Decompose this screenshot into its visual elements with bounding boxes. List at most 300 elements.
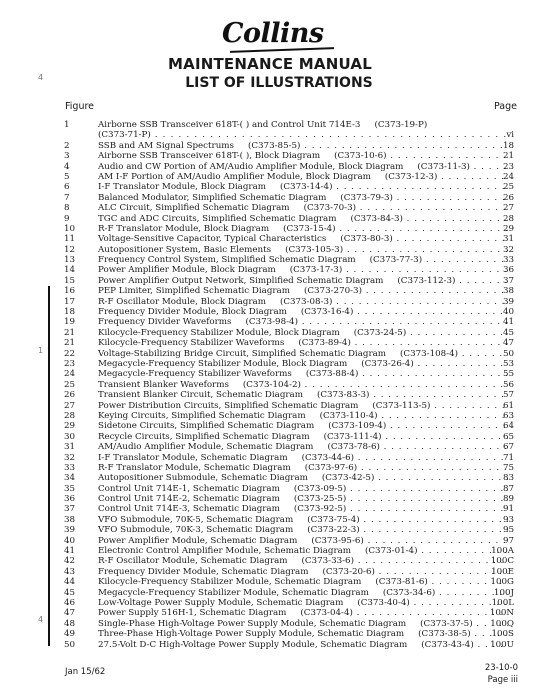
figure-title-text: Megacycle-Frequency Stabilizer Module, Schematic Diagram — [98, 587, 369, 598]
figure-number: 42 — [64, 556, 76, 567]
figure-title — [98, 369, 508, 379]
figure-number: 43 — [64, 566, 76, 577]
figure-title-text: Kilocycle-Frequency Stabilizer Module, Block Diagram — [98, 327, 340, 338]
figure-title-text: VFO Submodule, 70K-3, Schematic Diagram — [98, 525, 294, 536]
list-title: LIST OF ILLUSTRATIONS — [185, 75, 373, 91]
list-item — [0, 515, 540, 525]
figure-title-text: Sidetone Circuits, Simplified Schematic Diagram — [98, 421, 315, 432]
page-number: 26 — [502, 192, 514, 203]
figure-title-text: R-F Oscillator Module, Block Diagram — [98, 296, 266, 307]
figure-number: 49 — [64, 629, 76, 640]
figure-title — [98, 484, 508, 494]
footer-page-info — [485, 662, 518, 686]
page-number: 63 — [502, 410, 514, 421]
list-item — [0, 141, 540, 151]
list-item — [0, 162, 540, 172]
list-item — [0, 546, 540, 556]
figure-number: 9 — [64, 213, 70, 224]
page-number: 91 — [502, 504, 514, 515]
figure-code: (C373-15-4) — [283, 223, 336, 234]
list-item — [0, 172, 540, 182]
figure-title — [98, 162, 508, 172]
figure-title-text: Autopositioner Submodule, Schematic Diagram — [98, 473, 308, 484]
figure-number: 25 — [64, 379, 76, 390]
figure-title-text: Single-Phase High-Voltage Power Supply Module, Schematic Diagram — [98, 618, 407, 629]
figure-code: (C373-113-5) — [372, 400, 431, 411]
margin-mark: 4 — [38, 73, 44, 82]
list-item — [0, 276, 540, 286]
page-number: 100C — [490, 556, 514, 567]
figure-code: (C373-75-4) — [307, 514, 360, 525]
figure-title-text: ALC Circuit, Simplified Schematic Diagram — [98, 203, 290, 214]
figure-code: (C373-14-4) — [280, 182, 333, 193]
figure-title-text: I-F Translator Module, Schematic Diagram — [98, 452, 288, 463]
figure-code: (C373-84-3) — [350, 213, 403, 224]
list-item — [0, 224, 540, 234]
figure-title-text: Voltage-Sensitive Capacitor, Typical Characteristics — [98, 234, 327, 245]
list-item — [0, 525, 540, 535]
figure-title — [98, 619, 508, 629]
figure-code: (C373-80-3) — [340, 234, 393, 245]
list-item — [0, 608, 540, 618]
figure-code: (C373-109-4) — [328, 421, 387, 432]
figure-code: (C373-79-3) — [340, 192, 393, 203]
list-item — [0, 588, 540, 598]
figure-title-text: Frequency Divider Module, Schematic Diagram — [98, 566, 309, 577]
figure-number: 30 — [64, 431, 76, 442]
figure-code: (C373-04-4) — [300, 608, 353, 619]
list-item — [0, 536, 540, 546]
page-number: 95 — [502, 525, 514, 536]
figure-title-text: Power Amplifier Module, Block Diagram — [98, 265, 276, 276]
figure-code: (C373-38-5) — [418, 629, 471, 640]
page-number: 38 — [502, 286, 514, 297]
figure-title — [98, 494, 508, 504]
figure-title-text: PEP Limiter, Simplified Schematic Diagram — [98, 286, 290, 297]
figure-number: 22 — [64, 348, 76, 359]
page-number: 18 — [502, 140, 514, 151]
figure-code: (C373-97-6) — [304, 462, 358, 473]
figure-title-text: Frequency Divider Module, Block Diagram — [98, 307, 287, 318]
figure-title — [98, 421, 508, 431]
figure-title-text: Airborne SSB Transceiver 618T-( ), Block Diagram — [98, 151, 321, 162]
page-number: 57 — [502, 390, 514, 401]
figure-code: (C373-08-3) — [279, 296, 333, 307]
figure-code: (C373-95-6) — [311, 535, 364, 546]
page-number: 97 — [502, 535, 514, 546]
figure-code: (C373-44-6) — [301, 452, 355, 463]
manual-title: MAINTENANCE MANUAL — [168, 55, 372, 73]
figure-code: (C373-26-4) — [361, 358, 414, 369]
figure-number: 18 — [64, 307, 76, 318]
page-number: 100S — [491, 629, 514, 640]
list-item — [0, 369, 540, 379]
figure-title — [98, 577, 508, 587]
page-number: 93 — [502, 514, 514, 525]
page-number: 65 — [502, 431, 514, 442]
list-item — [0, 380, 540, 390]
page-number: 39 — [502, 296, 514, 307]
figure-title — [98, 255, 508, 265]
figure-number: 14 — [64, 265, 76, 276]
list-item — [0, 265, 540, 275]
footer-doc-number: 23-10-0 — [484, 663, 518, 673]
figure-number: 36 — [64, 494, 76, 505]
figure-title-text: Power Supply 516H-1, Schematic Diagram — [98, 608, 287, 619]
figure-title-text: Low-Voltage Power Supply Module, Schematic Diagram — [98, 597, 344, 608]
page-number: 40 — [502, 307, 514, 318]
figure-title — [98, 297, 508, 307]
figure-title-text: Transient Blanker Waveforms — [98, 379, 229, 390]
figure-title — [98, 536, 508, 546]
figure-number: 13 — [64, 255, 76, 266]
figure-title — [98, 629, 508, 639]
figure-number: 34 — [64, 473, 76, 484]
list-item — [0, 401, 540, 411]
figure-code: (C373-16-4) — [300, 307, 354, 318]
figure-column-header: Figure — [65, 101, 95, 112]
figure-code: (C373-92-5) — [293, 504, 347, 515]
figure-title — [98, 286, 508, 296]
figure-title — [98, 203, 508, 213]
figure-number: 28 — [64, 410, 76, 421]
figure-code: (C373-111-4) — [323, 431, 382, 442]
figure-number: 10 — [64, 223, 76, 234]
figure-code: (C373-19-P) — [374, 120, 428, 130]
list-item — [0, 255, 540, 265]
figure-title-text: Keying Circuits, Simplified Schematic Diagram — [98, 410, 306, 421]
figure-title-text: Balanced Modulator, Simplified Schematic Diagram — [98, 192, 327, 203]
page-number: 61 — [502, 400, 514, 411]
page-number: 21 — [502, 151, 514, 162]
figure-code: (C373-85-5) — [247, 140, 301, 151]
figure-title-text: Audio and CW Portion of AM/Audio Amplifier Module, Block Diagram — [98, 161, 404, 172]
page-number: 27 — [502, 203, 514, 214]
page-number: 56 — [502, 379, 514, 390]
figure-title-text: Power Amplifier Output Network, Simplified Schematic Diagram — [98, 275, 384, 286]
collins-logo: Collins — [222, 18, 324, 49]
figure-number: 4 — [64, 161, 70, 172]
figure-number: 29 — [64, 421, 76, 432]
figure-number: 33 — [64, 462, 76, 473]
figure-title-text: Electronic Control Amplifier Module, Schematic Diagram — [98, 546, 352, 557]
list-item — [0, 504, 540, 514]
figure-number: 16 — [64, 286, 76, 297]
figure-title-text: Transient Blanker Circuit, Schematic Diagram — [98, 390, 303, 401]
figure-title-text: Recycle Circuits, Simplified Schematic Diagram — [98, 431, 310, 442]
page-number: 32 — [502, 244, 514, 255]
figure-number: 6 — [64, 182, 70, 193]
page-number: 67 — [502, 442, 514, 453]
figure-title — [98, 224, 508, 234]
figure-title — [98, 214, 508, 224]
list-item — [0, 203, 540, 213]
figure-title-text: 27.5-Volt D-C High-Voltage Power Supply Module, Schematic Diagram — [98, 639, 408, 650]
figure-title-text: Kilocycle-Frequency Stabilizer Module, Schematic Diagram — [98, 577, 362, 588]
figure-title-text: AM/Audio Amplifier Module, Schematic Diagram — [98, 442, 314, 453]
figure-title-text: Three-Phase High-Voltage Power Supply Module, Schematic Diagram — [98, 629, 405, 640]
list-item — [0, 473, 540, 483]
list-item — [0, 328, 540, 338]
figure-number: 21 — [64, 338, 76, 349]
page-number: 89 — [502, 494, 514, 505]
figure-title-text: R-F Translator Module, Block Diagram — [98, 223, 270, 234]
list-item — [0, 629, 540, 639]
figure-code: (C373-78-6) — [327, 442, 380, 453]
page-number: 41 — [502, 317, 514, 328]
list-item — [0, 567, 540, 577]
figure-code: (C373-108-4) — [400, 348, 459, 359]
figure-title — [98, 276, 508, 286]
figure-code: (C373-83-3) — [316, 390, 370, 401]
list-item — [0, 640, 540, 650]
figure-number: 24 — [64, 369, 76, 380]
figure-title-text: Megacycle-Frequency Stabilizer Module, Block Diagram — [98, 358, 348, 369]
figure-title — [98, 307, 508, 317]
page-number: 100N — [489, 608, 514, 619]
page-number: 87 — [502, 483, 514, 494]
figure-number: 39 — [64, 525, 76, 536]
figure-title — [98, 640, 508, 650]
page-number: 100L — [491, 597, 514, 608]
list-item — [0, 307, 540, 317]
page-number: 75 — [502, 462, 514, 473]
figure-number: 50 — [64, 639, 76, 650]
figure-title — [98, 442, 508, 452]
figure-title — [98, 598, 508, 608]
figure-title-text: Megacycle-Frequency Stabilizer Waveforms — [98, 369, 292, 380]
figure-title — [98, 317, 508, 327]
list-item — [0, 598, 540, 608]
list-item — [0, 245, 540, 255]
figure-number: 38 — [64, 514, 76, 525]
figure-title — [98, 504, 508, 514]
figure-code: (C373-40-4) — [357, 597, 410, 608]
figure-title — [98, 463, 508, 473]
figure-code: (C373-22-3) — [307, 525, 360, 536]
list-item — [0, 182, 540, 192]
figure-title-text: Control Unit 714E-1, Schematic Diagram — [98, 483, 280, 494]
list-item — [0, 214, 540, 224]
page-number: 23 — [502, 161, 514, 172]
figure-code: (C373-11-3) — [417, 161, 470, 172]
figure-title — [98, 401, 508, 411]
figure-number: 12 — [64, 244, 76, 255]
figure-number: 47 — [64, 608, 76, 619]
figure-title — [98, 338, 508, 348]
figure-title — [98, 390, 508, 400]
figure-title-text: VFO Submodule, 70K-5, Schematic Diagram — [98, 514, 294, 525]
figure-number: 37 — [64, 504, 76, 515]
figure-code: (C373-25-5) — [293, 494, 347, 505]
figure-title — [98, 141, 508, 151]
figure-number: 23 — [64, 358, 76, 369]
figure-code: (C373-110-4) — [319, 410, 378, 421]
figure-code: (C373-01-4) — [365, 546, 418, 557]
list-item — [0, 453, 540, 463]
figure-title-text: R-F Oscillator Module, Schematic Diagram — [98, 556, 288, 567]
page-number: 37 — [502, 275, 514, 286]
figure-title — [98, 359, 508, 369]
list-item — [0, 421, 540, 431]
figure-code: (C373-09-5) — [293, 483, 347, 494]
figure-title-text: TGC and ADC Circuits, Simplified Schematic Diagram — [98, 213, 337, 224]
page-number: 83 — [502, 473, 514, 484]
page-number: 100J — [493, 587, 514, 598]
figure-title-text: AM I-F Portion of AM/Audio Amplifier Module, Block Diagram — [98, 171, 371, 182]
figure-title-text: Frequency Divider Waveforms — [98, 317, 232, 328]
figure-code: (C373-81-6) — [375, 577, 428, 588]
list-item — [0, 463, 540, 473]
page-number: 47 — [502, 338, 514, 349]
page-number: 31 — [502, 234, 514, 245]
figure-title — [98, 546, 508, 556]
list-item — [0, 234, 540, 244]
list-item — [0, 619, 540, 629]
figure-code: (C373-89-4) — [298, 338, 351, 349]
figure-title — [98, 193, 508, 203]
page-number: 55 — [502, 369, 514, 380]
page-number: 45 — [502, 327, 514, 338]
figure-number: 27 — [64, 400, 76, 411]
list-item — [0, 286, 540, 296]
figure-number: 44 — [64, 577, 76, 588]
page-number: 53 — [502, 358, 514, 369]
list-item — [0, 494, 540, 504]
list-item — [0, 193, 540, 203]
footer-date: Jan 15/62 — [65, 667, 106, 677]
list-item — [0, 411, 540, 421]
list-item — [0, 556, 540, 566]
figure-code: (C373-43-4) — [421, 639, 474, 650]
figure-code: (C373-10-6) — [334, 151, 387, 162]
figure-title-text: Power Amplifier Module, Schematic Diagram — [98, 535, 298, 546]
figure-code: (C373-71-P) . . . — [98, 130, 508, 140]
figure-number: 26 — [64, 390, 76, 401]
figure-title — [98, 432, 508, 442]
figure-number: 40 — [64, 535, 76, 546]
page-number: 33 — [502, 255, 514, 266]
list-item — [0, 151, 540, 161]
figure-number: 19 — [64, 317, 76, 328]
figure-code: (C373-98-4) — [245, 317, 298, 328]
figure-title — [98, 453, 508, 463]
figure-number: 21 — [64, 327, 76, 338]
list-item — [0, 484, 540, 494]
figure-number: 8 — [64, 203, 70, 214]
figure-title-text: Frequency Control System, Simplified Schematic Diagram — [98, 255, 356, 266]
figure-number: 45 — [64, 587, 76, 598]
list-item — [0, 442, 540, 452]
figure-number: 3 — [64, 151, 70, 162]
page-number: 28 — [502, 213, 514, 224]
figure-code: (C373-37-5) — [420, 618, 473, 629]
figure-code: (C373-77-3) — [369, 255, 423, 266]
figure-number: 2 — [64, 140, 70, 151]
illustrations-list — [0, 120, 540, 650]
page-number: 100G — [490, 577, 514, 588]
figure-title-text: Control Unit 714E-2, Schematic Diagram — [98, 494, 280, 505]
figure-title-text: Power Distribution Circuits, Simplified Schematic Diagram — [98, 400, 359, 411]
margin-mark: 1 — [38, 346, 44, 355]
list-item — [0, 359, 540, 369]
figure-title — [98, 120, 508, 130]
figure-code: (C373-70-3) — [303, 203, 357, 214]
figure-title — [98, 151, 508, 161]
figure-code: (C373-112-3) — [397, 275, 456, 286]
figure-code: (C373-17-3) — [289, 265, 343, 276]
figure-title-text: Autopositioner System, Basic Elements — [98, 244, 272, 255]
figure-number: 5 — [64, 171, 70, 182]
page-number: 100U — [490, 639, 514, 650]
figure-code: (C373-24-5) — [353, 327, 407, 338]
page-number: 71 — [502, 452, 514, 463]
figure-title — [98, 182, 508, 192]
figure-number: 31 — [64, 442, 76, 453]
figure-number: 41 — [64, 546, 76, 557]
page-number: 100A — [491, 546, 514, 557]
figure-code: (C373-270-3) — [303, 286, 362, 297]
figure-code: (C373-34-6) — [382, 587, 436, 598]
figure-code: (C373-12-3) — [384, 171, 438, 182]
page-number: 100Q — [490, 618, 514, 629]
figure-title — [98, 380, 508, 390]
figure-number: 1 — [64, 120, 70, 130]
figure-number: 46 — [64, 597, 76, 608]
list-item — [0, 120, 540, 130]
figure-title — [98, 245, 508, 255]
page-column-header: Page — [494, 101, 517, 112]
figure-title-text: R-F Translator Module, Schematic Diagram — [98, 462, 291, 473]
list-item — [0, 349, 540, 359]
page-number: 100E — [491, 566, 514, 577]
figure-title — [98, 172, 508, 182]
margin-mark: 4 — [38, 615, 44, 624]
list-item — [0, 317, 540, 327]
figure-code: (C373-88-4) — [305, 369, 359, 380]
figure-code: (C373-42-5) — [321, 473, 375, 484]
list-item-continuation — [0, 130, 540, 140]
list-item — [0, 297, 540, 307]
figure-number: 11 — [64, 234, 76, 245]
page-number: vi — [506, 130, 514, 141]
figure-title-text: Kilocycle-Frequency Stabilizer Waveforms — [98, 338, 285, 349]
figure-number: 15 — [64, 275, 76, 286]
figure-title — [98, 473, 508, 483]
figure-title — [98, 567, 508, 577]
figure-title-text: Voltage-Stabilizing Bridge Circuit, Simplified Schematic Diagram — [98, 348, 387, 359]
figure-code: (C373-33-6) — [301, 556, 354, 567]
list-item — [0, 390, 540, 400]
page-number: 50 — [502, 348, 514, 359]
figure-title — [98, 556, 508, 566]
page-number: 29 — [502, 223, 514, 234]
figure-title — [98, 588, 508, 598]
figure-title-text: Airborne SSB Transceiver 618T-( ) and Control Unit 714E-3 — [98, 120, 361, 130]
figure-code: (C373-105-3) — [285, 244, 344, 255]
page-number: 25 — [502, 182, 514, 193]
figure-title — [98, 525, 508, 535]
page-number: 36 — [502, 265, 514, 276]
figure-number: 32 — [64, 452, 76, 463]
list-item — [0, 577, 540, 587]
footer-page-label: Page iii — [487, 675, 518, 685]
figure-title — [98, 515, 508, 525]
figure-number: 48 — [64, 618, 76, 629]
figure-title-text: Control Unit 714E-3, Schematic Diagram — [98, 504, 280, 515]
figure-title-text: SSB and AM Signal Spectrums — [98, 140, 234, 151]
figure-title — [98, 349, 508, 359]
